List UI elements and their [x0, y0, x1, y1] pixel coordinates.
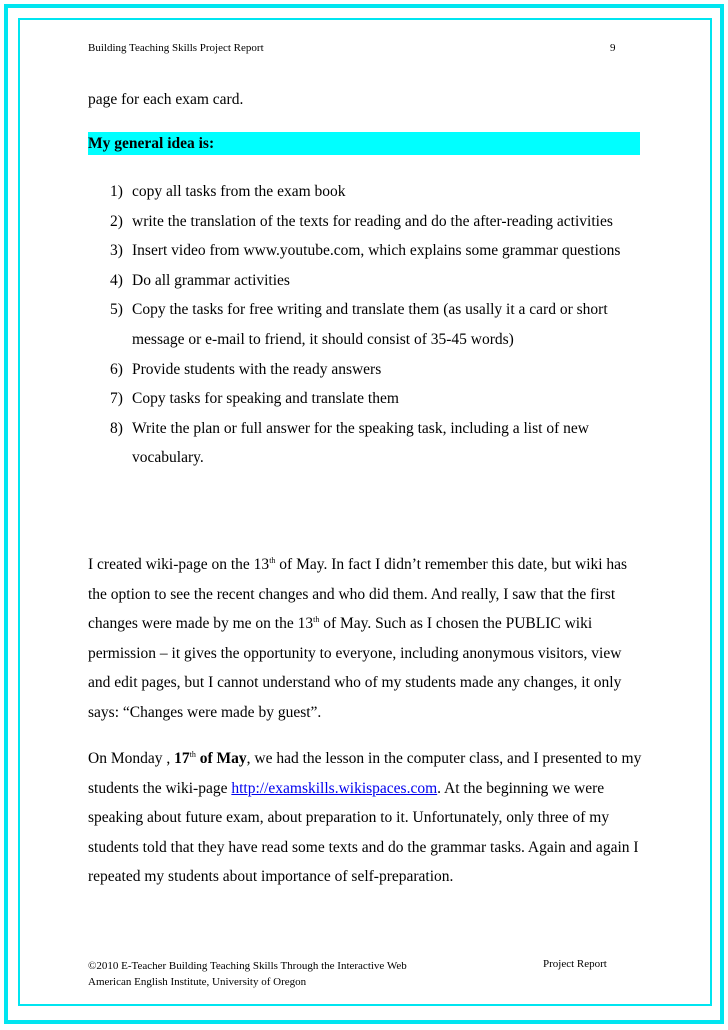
list-item [88, 207, 648, 237]
list-item [88, 266, 648, 296]
list-item [88, 236, 648, 266]
list-item-text: Copy the tasks for free writing and translate them (as usally it a card or short message or e-mail to friend, it should consist of 35-45 words) [132, 301, 608, 348]
list-number: 7) [110, 390, 123, 408]
task-list [88, 177, 648, 473]
footer-institute: American English Institute, University of Oregon [88, 976, 307, 988]
list-item-text: copy all tasks from the exam book [132, 183, 346, 200]
paragraph-lesson [88, 744, 644, 892]
list-item-text: Do all grammar activities [132, 271, 290, 289]
paragraph-text: On Monday , [88, 750, 175, 767]
paragraph-text: I created wiki-page on the 13 [88, 556, 270, 573]
list-number: 5) [110, 301, 123, 319]
list-number: 6) [110, 360, 123, 378]
footer-copyright: ©2010 E-Teacher Building Teaching Skills Through the Interactive Web [88, 960, 407, 972]
footer-left [88, 958, 407, 990]
page-number: 9 [610, 42, 616, 54]
wiki-link[interactable]: http://examskills.wikispaces.com [231, 779, 438, 797]
list-item [88, 177, 648, 207]
paragraph-text: of May. In fact I didn’t remember this date, but wiki has the option to see the recent changes and who did them. And really, I saw that the first changes were made by me on the 13 [88, 556, 628, 633]
list-number: 8) [110, 419, 123, 437]
footer-report-label: Project Report [543, 958, 607, 970]
paragraph-text: of May. Such as I chosen the PUBLIC wiki permission – it gives the opportunity to everyone, including anonymous visitors, view and edit pages, but I cannot understand who of my students made any changes, it only says: “Changes were made by guest”. [88, 615, 622, 721]
intro-line: page for each exam card. [88, 91, 244, 108]
list-number: 1) [110, 183, 123, 200]
paragraph-text: , we had the lesson in the computer class, and I presented to my students the wiki-page [88, 750, 642, 797]
header-title: Building Teaching Skills Project Report [88, 42, 264, 54]
list-item-text: write the translation of the texts for reading and do the after-reading activities [132, 212, 613, 230]
list-item [88, 384, 648, 414]
bold-month: of May [195, 750, 247, 767]
ordinal-suffix: th [189, 749, 196, 759]
bold-day: 17 [174, 750, 190, 767]
list-number: 3) [110, 242, 123, 260]
list-item-text: Write the plan or full answer for the speaking task, including a list of new vocabulary. [132, 419, 589, 467]
list-number: 2) [110, 212, 123, 230]
list-item [88, 414, 648, 473]
paragraph-text: . At the beginning we were speaking about future exam, about preparation to it. Unfortunately, only three of my students told that they have read some texts and do the grammar tasks. Again and again I repeated my students about importance of self-preparation. [88, 779, 639, 886]
ordinal-suffix: th [269, 555, 276, 565]
list-item-text: Insert video from www.youtube.com, which explains some grammar questions [132, 242, 621, 260]
section-heading: My general idea is: [88, 132, 640, 155]
list-item-text: Provide students with the ready answers [132, 360, 382, 378]
list-item [88, 295, 648, 354]
paragraph-wiki-creation [88, 550, 644, 728]
list-number: 4) [110, 271, 123, 289]
ordinal-suffix: th [313, 615, 320, 625]
list-item-text: Copy tasks for speaking and translate them [132, 390, 399, 408]
list-item [88, 355, 648, 385]
